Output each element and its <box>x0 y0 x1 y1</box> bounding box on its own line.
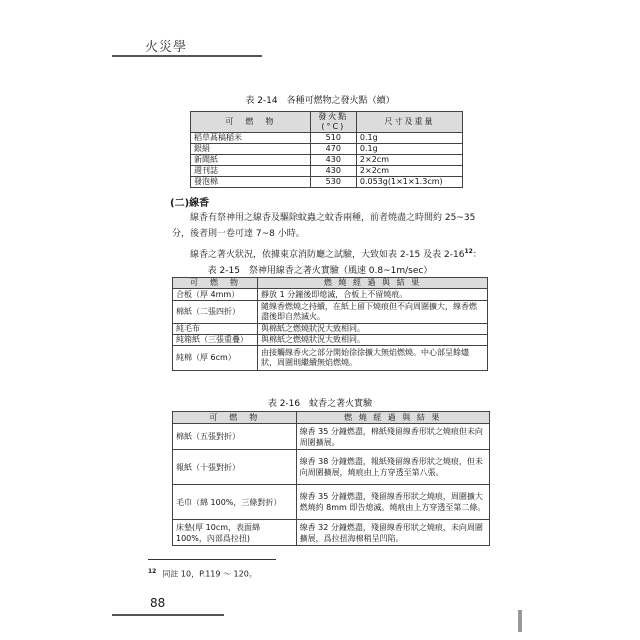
column-header: 燃 燒 經 過 與 結 果 <box>296 412 489 424</box>
column-header: 可 燃 物 <box>191 112 311 133</box>
table-cell: 與棉紙之燃燒狀況大致相同。 <box>258 335 488 346</box>
table-row <box>173 301 488 324</box>
page-number: 88 <box>150 596 166 610</box>
table-cell: 2×2cm <box>356 166 462 177</box>
table-cell: 發泡棉 <box>191 177 311 188</box>
table-row <box>173 335 488 346</box>
table-cell: 430 <box>310 166 356 177</box>
paragraph-text: 線香有祭神用之線香及驅除蚊蟲之蚊香兩種，前者燒盡之時間約 25~35 分，後者則一卷可達 7~8 小時。 <box>172 213 476 239</box>
table-cell: 銀絹 <box>191 144 311 155</box>
ignition-point-table <box>190 111 463 188</box>
table-row <box>173 324 488 335</box>
section-heading: (二)線香 <box>170 198 210 209</box>
table-row <box>191 177 463 188</box>
table-row <box>173 450 490 485</box>
incense-ignition-table <box>172 277 488 371</box>
header-title: 火災學 <box>145 40 188 55</box>
table2-caption: 表 2-15 祭神用線香之著火實驗（風速 0.8~1m/sec） <box>207 266 433 276</box>
footnote-reference: 12 <box>464 248 473 255</box>
table-cell: 0.1g <box>356 133 462 144</box>
table-row <box>191 155 463 166</box>
table-cell: 線香 32 分鐘燃盡，殘留線香形狀之燒痕，未向周圍擴展，爲拉扭海棉稍呈凹陷。 <box>296 520 489 546</box>
footnote <box>148 568 257 580</box>
column-header: 可 燃 物 <box>173 412 297 424</box>
bottom-rule <box>112 614 224 616</box>
table-cell: 合板（厚 4mm） <box>173 289 258 301</box>
footnote-text: 同註 10，P.119 ～ 120。 <box>162 569 257 579</box>
table-cell: 0.053g(1×1×1.3cm) <box>356 177 462 188</box>
table-cell: 430 <box>310 155 356 166</box>
table-cell: 2×2cm <box>356 155 462 166</box>
table-row <box>173 424 490 450</box>
table-cell: 隨線香燃燒之持續，在紙上留下燒痕但不向周圍擴大，線香燃盡後即自然滅火。 <box>258 301 488 324</box>
column-header: 尺寸及重量 <box>356 112 462 133</box>
table-cell: 棉紙（五張對折） <box>173 424 297 450</box>
table-row <box>191 133 463 144</box>
footnote-rule <box>148 559 276 560</box>
table-cell: 週刊誌 <box>191 166 311 177</box>
paragraph-text: 線香之著火狀況，依據東京消防廳之試驗，大致如表 2-15 及表 2-16 <box>190 250 465 260</box>
column-header: 發火點(°C) <box>310 112 356 133</box>
table-header-row <box>191 112 463 133</box>
table-row <box>191 166 463 177</box>
column-header: 燃 燒 經 過 與 結 果 <box>258 278 488 289</box>
table-cell: 純毛布 <box>173 324 258 335</box>
table-cell: 靜放 1 分鐘後即熄滅，合板上不留燒痕。 <box>258 289 488 301</box>
table-cell: 毛巾（綿 100%，三條對折） <box>173 485 297 520</box>
table-row <box>173 485 490 520</box>
table-row <box>173 346 488 371</box>
table1-caption: 表 2-14 各種可燃物之發火點（續） <box>245 96 395 106</box>
table-cell: 線香 38 分鐘燃盡，報紙殘留線香形狀之燒痕，但未向周圍擴展，燒痕由上方穿透至第八張。 <box>296 450 489 485</box>
table-cell: 線香 35 分鐘燃盡，殘留線香形狀之燒痕，周圍擴大燃燒約 8mm 即告熄滅。燒痕由上方穿透至第二條。 <box>296 485 489 520</box>
table-cell: 純棉（厚 6cm） <box>173 346 258 371</box>
table-cell: 稻草萵稿稲米 <box>191 133 311 144</box>
table-cell: 與棉紙之燃燒狀況大致相同。 <box>258 324 488 335</box>
column-header: 可 燃 物 <box>173 278 258 289</box>
paragraph-text: ： <box>472 250 482 260</box>
table-cell: 0.1g <box>356 144 462 155</box>
footnote-marker: 12 <box>148 568 157 575</box>
table-cell: 報紙（十張對折） <box>173 450 297 485</box>
table-cell: 床墊(厚 10cm，表面綿 100%，內部爲拉扭) <box>173 520 297 546</box>
table-header-row <box>173 412 490 424</box>
mosquito-coil-ignition-table <box>172 411 490 546</box>
page-edge-mark <box>518 610 522 632</box>
table-cell: 530 <box>310 177 356 188</box>
table-cell: 510 <box>310 133 356 144</box>
table3-caption: 表 2-16 蚊香之著火實驗 <box>267 399 373 409</box>
table-cell: 線香 35 分鐘燃盡，棉紙殘留線香形狀之燒痕但未向周圍擴展。 <box>296 424 489 450</box>
table-cell: 470 <box>310 144 356 155</box>
table-row <box>173 289 488 301</box>
paragraph <box>172 244 492 263</box>
paragraph <box>172 210 492 242</box>
table-cell: 棉紙（二張四折） <box>173 301 258 324</box>
table-cell: 新聞紙 <box>191 155 311 166</box>
table-row <box>173 520 490 546</box>
table-row <box>191 144 463 155</box>
table-cell: 由接觸線香火之部分開始徐徐擴大無焰燃燒。中心部呈餘燼狀，周圍則繼續無焰燃燒。 <box>258 346 488 371</box>
table-cell: 純箱紙（三張重疊） <box>173 335 258 346</box>
table-header-row <box>173 278 488 289</box>
header-rule <box>112 55 262 57</box>
